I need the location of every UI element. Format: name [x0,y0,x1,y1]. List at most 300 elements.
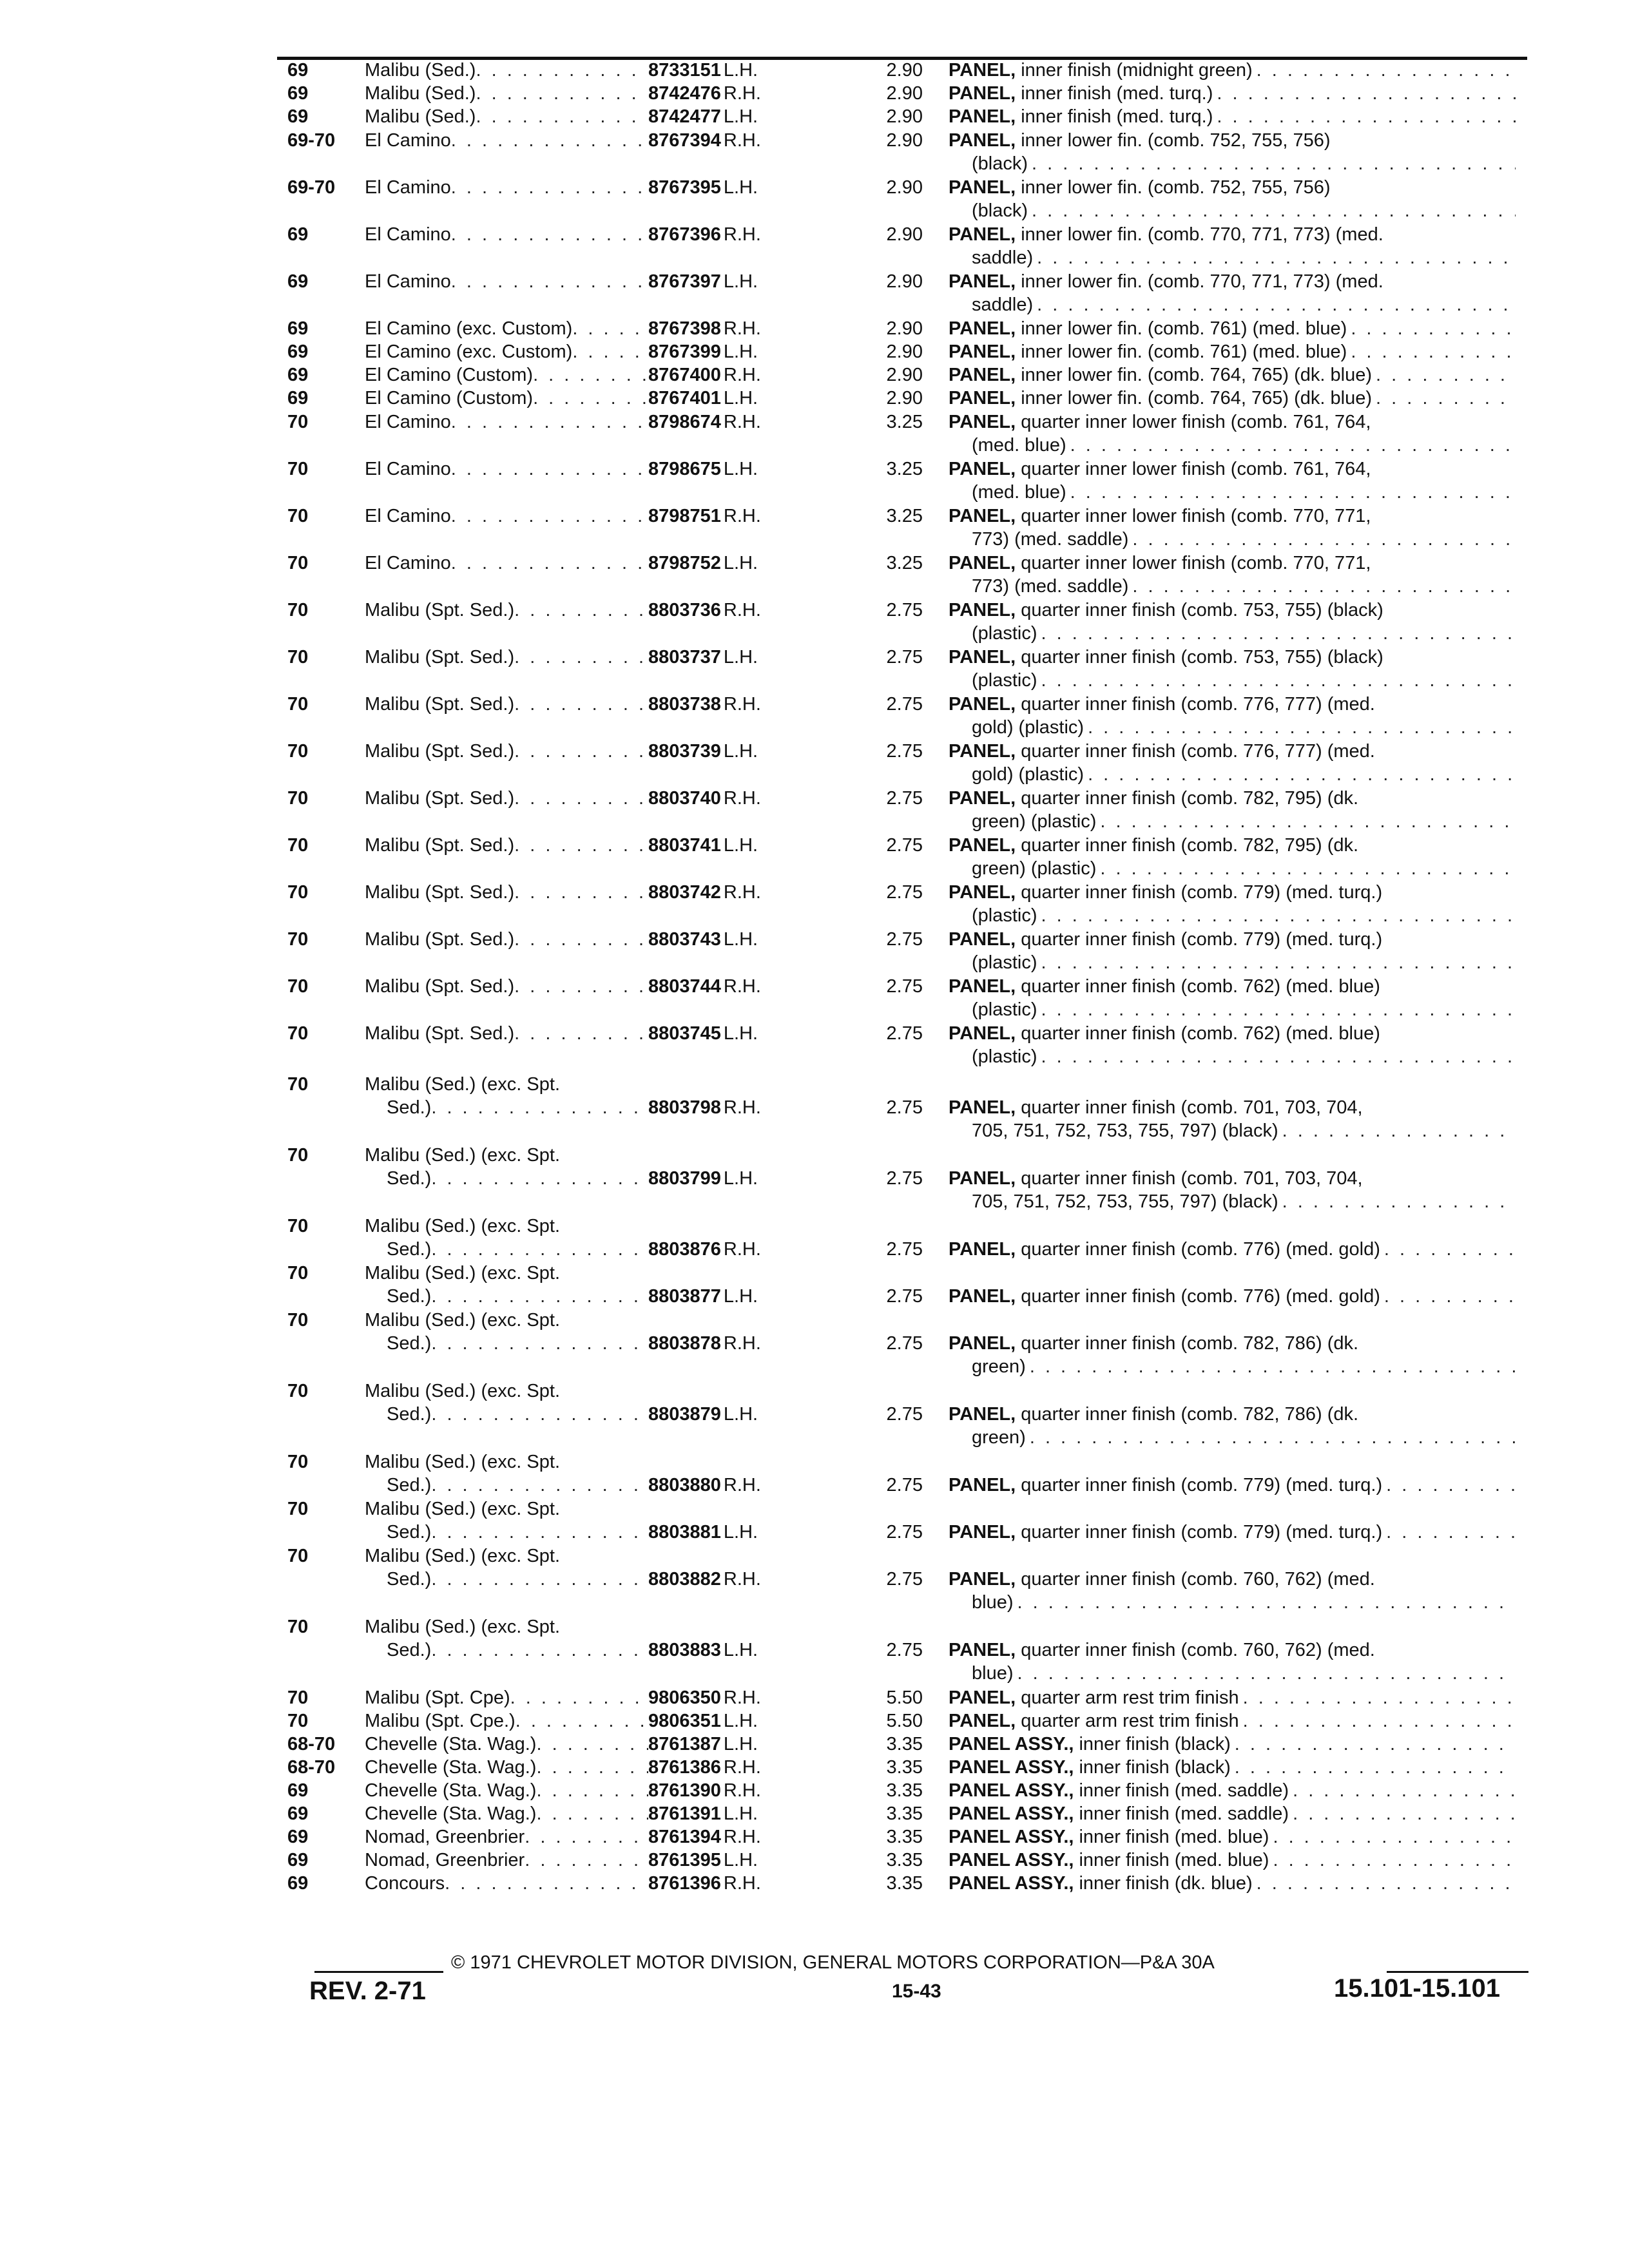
model-text: Malibu (Spt. Sed.) [365,788,515,809]
price: 3.25 [886,412,923,432]
part-name: PANEL, [949,106,1016,127]
vehicle-model [365,1756,648,1779]
model-text: Sed.) [387,1097,432,1118]
model-text: El Camino [365,553,451,573]
side-label: R.H. [723,1873,761,1894]
vehicle-model [365,646,648,669]
model-year: 69 [287,341,309,362]
part-number [648,693,761,716]
dot-leader [1386,1474,1516,1497]
part-number [648,928,758,951]
part-description [949,1756,1516,1779]
vehicle-model [365,105,648,128]
model-year: 69 [287,224,309,245]
part-name: PANEL, [949,1286,1016,1307]
side-label: R.H. [723,1687,761,1708]
part-number [648,881,761,904]
vehicle-model [365,1497,648,1544]
part-name: PANEL, [949,341,1016,362]
part-description [949,1709,1516,1733]
part-number-value: 9806350 [648,1687,721,1708]
price: 2.75 [886,1286,923,1307]
part-description [949,1802,1516,1825]
dot-leader [536,1779,648,1802]
dot-leader [1282,1190,1516,1213]
description-text: inner finish (med. turq.) [1021,83,1213,104]
dot-leader [1376,363,1516,387]
dot-leader [514,881,648,904]
side-label: R.H. [723,506,761,526]
model-text: Sed.) [387,1522,432,1542]
vehicle-model [365,387,648,410]
model-year: 70 [287,600,309,620]
part-number-value: 8803879 [648,1404,721,1425]
dot-leader [1376,387,1516,410]
description-text: (plastic) [972,905,1037,926]
model-year: 70 [287,1381,309,1401]
part-number [648,1285,758,1308]
model-text: Malibu (Spt. Sed.) [365,741,515,762]
part-number-value: 8733151 [648,60,721,81]
price: 3.35 [886,1850,923,1870]
dot-leader [431,1521,648,1544]
description-text: quarter inner finish (comb. 753, 755) (black) [1021,647,1383,668]
dot-leader [536,1756,648,1779]
dot-leader [451,176,648,199]
vehicle-model [365,928,648,951]
part-name: PANEL, [949,1640,1016,1660]
price: 2.90 [886,365,923,385]
model-text: Malibu (Sed.) (exc. Spt. [365,1310,560,1331]
model-year: 69 [287,83,309,104]
price: 2.90 [886,341,923,362]
part-number-value: 8798752 [648,553,721,573]
description-text: quarter inner finish (comb. 776, 777) (med. [1021,741,1375,762]
dot-leader [431,1568,648,1591]
side-label: R.H. [723,1780,761,1801]
part-number [648,1639,758,1662]
vehicle-model [365,1022,648,1045]
part-description [949,59,1516,82]
part-name: PANEL, [949,1023,1016,1044]
part-name: PANEL ASSY., [949,1757,1074,1778]
description-text: inner lower fin. (comb. 764, 765) (dk. blue) [1021,388,1373,408]
side-label: R.H. [723,224,761,245]
part-number [648,1709,758,1733]
price: 2.75 [886,1569,923,1590]
model-year: 69 [287,1850,309,1870]
part-number [648,1686,761,1709]
part-name: PANEL, [949,1097,1016,1118]
dot-leader [1017,1591,1516,1614]
vehicle-model [365,1825,648,1849]
dot-leader [1293,1802,1516,1825]
model-text: Sed.) [387,1640,432,1660]
part-number-value: 8803880 [648,1475,721,1495]
part-name: PANEL, [949,271,1016,292]
side-label: L.H. [723,1734,758,1754]
vehicle-model [365,881,648,904]
side-label: R.H. [723,976,761,997]
price: 3.35 [886,1734,923,1754]
part-number-value: 8742477 [648,106,721,127]
part-description [949,176,1516,222]
part-number [648,1332,761,1355]
model-text: Chevelle (Sta. Wag.) [365,1780,537,1801]
part-number-value: 8798674 [648,412,721,432]
dot-leader [451,223,648,246]
model-year: 70 [287,1499,309,1519]
dot-leader [514,975,648,998]
part-name: PANEL, [949,459,1016,479]
model-year: 69 [287,1873,309,1894]
part-number [648,1872,761,1895]
description-text: quarter inner finish (comb. 779) (med. turq.) [1021,882,1383,903]
part-number-value: 8798751 [648,506,721,526]
vehicle-model [365,693,648,716]
description-text: (plastic) [972,952,1037,973]
description-text: quarter inner finish (comb. 701, 703, 704, [1021,1097,1363,1118]
side-label: L.H. [723,835,758,856]
part-number-value: 8803877 [648,1286,721,1307]
part-description [949,317,1516,340]
dot-leader [1100,857,1516,880]
side-label: L.H. [723,553,758,573]
model-text: El Camino (Custom) [365,365,534,385]
model-text: Chevelle (Sta. Wag.) [365,1757,537,1778]
part-description [949,1167,1516,1213]
model-text: El Camino [365,412,451,432]
part-number-value: 8803739 [648,741,721,762]
part-number-value: 8761387 [648,1734,721,1754]
part-name: PANEL, [949,835,1016,856]
model-text: Malibu (Spt. Sed.) [365,647,515,668]
model-text: El Camino (Custom) [365,388,534,408]
vehicle-model [365,505,648,528]
part-name: PANEL, [949,1569,1016,1590]
model-year: 70 [287,835,309,856]
part-number [648,1849,758,1872]
side-label: R.H. [723,1097,761,1118]
model-text: Malibu (Spt. Cpe) [365,1687,510,1708]
part-description [949,928,1516,974]
model-text: Sed.) [387,1475,432,1495]
dot-leader [514,1022,648,1045]
model-text: Malibu (Sed.) (exc. Spt. [365,1381,560,1401]
model-text: Malibu (Spt. Sed.) [365,976,515,997]
dot-leader [1041,951,1516,974]
side-label: L.H. [723,929,758,950]
part-name: PANEL, [949,600,1016,620]
description-text: (med. blue) [972,482,1066,503]
dot-leader [1351,340,1516,363]
description-text: saddle) [972,294,1034,315]
model-year: 70 [287,1263,309,1283]
dot-leader [1100,810,1516,833]
model-year: 70 [287,741,309,762]
vehicle-model [365,834,648,857]
vehicle-model [365,176,648,199]
price: 2.90 [886,388,923,408]
part-number [648,1096,761,1119]
part-number [648,457,758,481]
description-text: quarter inner finish (comb. 782, 786) (dk. [1021,1333,1359,1354]
price: 2.75 [886,1640,923,1660]
part-name: PANEL ASSY., [949,1803,1074,1824]
page-number: 15-43 [892,1981,941,2002]
dot-leader [514,834,648,857]
model-text: Malibu (Spt. Sed.) [365,1023,515,1044]
part-number [648,105,758,128]
part-name: PANEL ASSY., [949,1850,1074,1870]
dot-leader [431,1167,648,1190]
part-number-value: 8803799 [648,1168,721,1189]
part-description [949,1474,1516,1497]
vehicle-model [365,82,648,105]
vehicle-model [365,1733,648,1756]
side-label: R.H. [723,412,761,432]
dot-leader [514,599,648,622]
description-text: inner lower fin. (comb. 752, 755, 756) [1021,130,1331,151]
description-text: inner lower fin. (comb. 761) (med. blue) [1021,318,1347,339]
side-label: R.H. [723,1757,761,1778]
part-number [648,1403,758,1426]
dot-leader [1293,1779,1516,1802]
part-name: PANEL, [949,741,1016,762]
model-year: 70 [287,1687,309,1708]
price: 2.75 [886,1239,923,1260]
vehicle-model [365,552,648,575]
part-number-value: 8803881 [648,1522,721,1542]
model-year: 70 [287,459,309,479]
model-year: 70 [287,976,309,997]
vehicle-model [365,1450,648,1497]
side-label: L.H. [723,1640,758,1660]
dot-leader [1017,1662,1516,1685]
price: 2.75 [886,976,923,997]
part-description [949,787,1516,833]
model-year: 70 [287,1452,309,1472]
part-name: PANEL, [949,365,1016,385]
model-year: 70 [287,647,309,668]
model-text: Chevelle (Sta. Wag.) [365,1803,537,1824]
price: 2.90 [886,106,923,127]
side-label: L.H. [723,60,758,81]
price: 2.75 [886,1404,923,1425]
dot-leader [533,387,648,410]
model-text: Malibu (Sed.) (exc. Spt. [365,1499,560,1519]
model-text: Malibu (Spt. Sed.) [365,882,515,903]
price: 3.35 [886,1803,923,1824]
model-year: 69 [287,318,309,339]
vehicle-model [365,1309,648,1355]
model-year: 70 [287,788,309,809]
description-text: inner finish (med. turq.) [1021,106,1213,127]
description-text: quarter inner finish (comb. 760, 762) (med. [1021,1640,1375,1660]
model-text: Nomad, Greenbrier [365,1827,525,1847]
vehicle-model [365,340,648,363]
price: 3.35 [886,1873,923,1894]
description-text: quarter inner finish (comb. 701, 703, 704, [1021,1168,1363,1189]
description-text: inner finish (med. saddle) [1079,1780,1289,1801]
dot-leader [1037,293,1516,316]
dot-leader [525,1825,648,1849]
part-number [648,317,761,340]
revision-label: REV. 2-71 [309,1977,426,2005]
part-number-value: 8767398 [648,318,721,339]
vehicle-model [365,410,648,434]
part-number [648,552,758,575]
part-number-value: 8761394 [648,1827,721,1847]
part-name: PANEL, [949,553,1016,573]
dot-leader [451,410,648,434]
price: 3.25 [886,506,923,526]
part-number-value: 8761386 [648,1757,721,1778]
part-number-value: 8803878 [648,1333,721,1354]
part-description [949,740,1516,786]
part-number [648,646,758,669]
dot-leader [514,646,648,669]
vehicle-model [365,1709,648,1733]
model-year: 70 [287,1074,309,1095]
dot-leader [476,59,648,82]
part-number [648,82,761,105]
part-number [648,505,761,528]
part-number-value: 8767397 [648,271,721,292]
price: 3.25 [886,553,923,573]
part-number [648,1167,758,1190]
dot-leader [1030,1355,1516,1378]
model-text: Sed.) [387,1404,432,1425]
dot-leader [431,1096,648,1119]
description-text: (plastic) [972,623,1037,644]
model-text: Sed.) [387,1569,432,1590]
part-name: PANEL, [949,1333,1016,1354]
description-text: inner lower fin. (comb. 770, 771, 773) (med. [1021,271,1383,292]
dot-leader [431,1403,648,1426]
side-label: L.H. [723,341,758,362]
model-year: 69 [287,388,309,408]
part-description [949,1238,1516,1261]
dot-leader [1384,1238,1516,1261]
dot-leader [1041,622,1516,645]
dot-leader [510,1686,648,1709]
description-text: 773) (med. saddle) [972,529,1129,550]
part-name: PANEL, [949,929,1016,950]
dot-leader [451,552,648,575]
part-name: PANEL ASSY., [949,1780,1074,1801]
part-number-value: 8803745 [648,1023,721,1044]
model-text: El Camino [365,506,451,526]
dot-leader [514,787,648,810]
vehicle-model [365,740,648,763]
dot-leader [445,1872,648,1895]
footer-rule-left [314,1971,443,1973]
side-label: R.H. [723,318,761,339]
part-number [648,740,758,763]
description-text: inner finish (med. saddle) [1079,1803,1289,1824]
part-description [949,1403,1516,1449]
price: 2.90 [886,83,923,104]
description-text: quarter inner lower finish (comb. 770, 771, [1021,506,1371,526]
vehicle-model [365,363,648,387]
dot-leader [1041,904,1516,927]
part-description [949,223,1516,269]
dot-leader [1132,575,1516,598]
dot-leader [1386,1521,1516,1544]
part-number [648,1238,761,1261]
part-name: PANEL, [949,1687,1016,1708]
part-number-value: 8761391 [648,1803,721,1824]
part-number [648,1474,761,1497]
part-name: PANEL, [949,60,1016,81]
side-label: R.H. [723,882,761,903]
model-text: Sed.) [387,1286,432,1307]
dot-leader [451,505,648,528]
part-description [949,1285,1516,1308]
model-text: Malibu (Sed.) (exc. Spt. [365,1546,560,1566]
part-description [949,505,1516,551]
part-number [648,387,758,410]
part-number [648,834,758,857]
model-year: 69 [287,1827,309,1847]
model-year: 70 [287,1216,309,1236]
part-number-value: 8803738 [648,694,721,715]
part-number-value: 8803742 [648,882,721,903]
part-name: PANEL, [949,130,1016,151]
dot-leader [431,1285,648,1308]
part-number-value: 8803740 [648,788,721,809]
part-name: PANEL, [949,882,1016,903]
part-number-value: 8803744 [648,976,721,997]
vehicle-model [365,1544,648,1591]
copyright-notice: © 1971 CHEVROLET MOTOR DIVISION, GENERAL MOTORS CORPORATION—P&A 30A [451,1952,1215,1973]
price: 3.35 [886,1757,923,1778]
dot-leader [1041,1045,1516,1068]
model-text: El Camino (exc. Custom) [365,341,573,362]
model-text: Malibu (Sed.) [365,83,476,104]
side-label: L.H. [723,1803,758,1824]
description-text: quarter inner finish (comb. 779) (med. turq.) [1021,929,1383,950]
side-label: R.H. [723,83,761,104]
model-text: Malibu (Sed.) (exc. Spt. [365,1216,560,1236]
part-description [949,1639,1516,1685]
part-number [648,1802,758,1825]
part-number [648,363,761,387]
description-text: saddle) [972,247,1034,268]
dot-leader [514,928,648,951]
side-label: L.H. [723,459,758,479]
dot-leader [1032,152,1516,175]
vehicle-model [365,1073,648,1119]
dot-leader [451,129,648,152]
part-number [648,1521,758,1544]
vehicle-model [365,599,648,622]
part-description [949,410,1516,457]
model-text: Malibu (Sed.) [365,106,476,127]
model-text: Malibu (Sed.) (exc. Spt. [365,1617,560,1637]
dot-leader [1235,1756,1516,1779]
price: 2.75 [886,882,923,903]
part-number-value: 8803876 [648,1239,721,1260]
part-description [949,1096,1516,1142]
description-text: quarter inner finish (comb. 782, 786) (dk. [1021,1404,1359,1425]
description-text: green) (plastic) [972,811,1097,832]
part-name: PANEL, [949,388,1016,408]
part-name: PANEL, [949,1404,1016,1425]
part-number [648,410,761,434]
price: 2.75 [886,741,923,762]
